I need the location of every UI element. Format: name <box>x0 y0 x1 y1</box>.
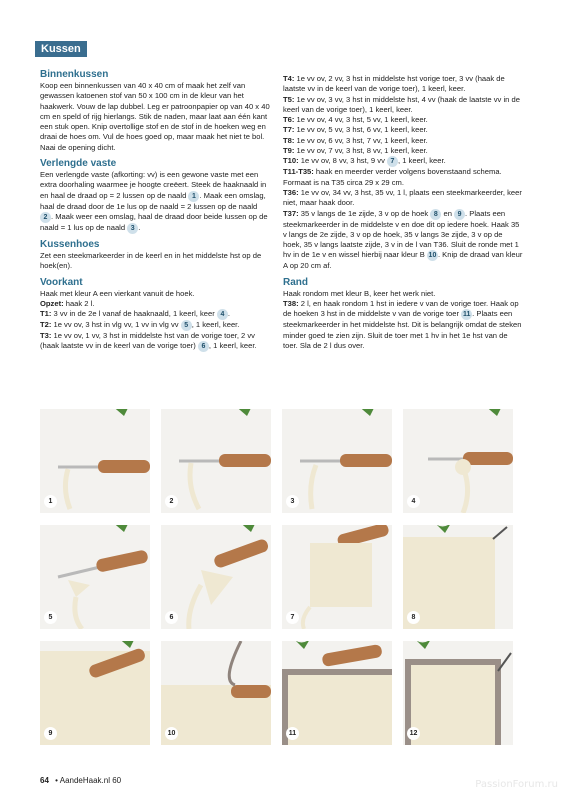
row-label: T4: <box>283 74 295 83</box>
row-text: 1e vv ov, 1 vv, 3 hst in middelste hst van de vorige toer, 2 vv (haak laatste vv in de keerl van de vorige toer) <box>40 331 255 351</box>
step-number: 12 <box>407 727 420 740</box>
row-t1: T1: 3 vv in de 2e l vanaf de haaknaald, 1 keerl, keer 4 . <box>40 309 231 319</box>
row-text: 1e vv ov, 4 vv, 3 hst, 5 vv, 1 keerl, keer. <box>294 115 428 125</box>
section-banner: Kussen <box>35 41 87 57</box>
step-badge: 11 <box>462 311 471 319</box>
step-photo <box>40 641 150 745</box>
step-number: 10 <box>165 727 178 740</box>
heading-rand: Rand <box>283 276 308 288</box>
row-label: T9: <box>283 146 295 156</box>
paragraph-verlengde-vaste: Een verlengde vaste (afkorting: vv) is een gewone vaste met een extra doorhaling waarmee je hoogte creëert. Steek de haaknaald in en haal de draad op = 2 lussen op de naald 1 . Maak een omslag, haal de draad door de 1e lus op de naald = 2 lussen op de naald 2 . Maak weer een omslag, haal de draad door beide lussen op de naald = 1 lus op de naald 3 . <box>40 170 268 232</box>
step-number: 3 <box>286 495 299 508</box>
row-label: T6: <box>283 115 295 125</box>
step-badge: 10 <box>428 252 437 260</box>
row-t38 <box>283 299 523 351</box>
text-segment: Een verlengde vaste (afkorting: vv) is een gewone vaste met een extra doorhaling waarmee je hoogte creëert. Steek de haaknaald in en haal de draad op = 2 lussen op de naald <box>40 170 267 200</box>
row-t11-t35 <box>283 167 523 188</box>
step-photo <box>40 525 150 629</box>
row-t8 <box>283 136 523 146</box>
row-label: T37: <box>283 208 299 218</box>
step-photo <box>403 641 513 745</box>
step-number: 6 <box>165 611 178 624</box>
crochet-hook-photo <box>282 409 392 513</box>
row-opzet <box>40 299 270 309</box>
crochet-square-photo <box>282 641 392 745</box>
row-t6 <box>283 115 523 125</box>
crochet-square-photo <box>403 525 513 629</box>
step-badge: 4 <box>217 309 228 320</box>
row-text: 1e vv ov, 7 vv, 3 hst, 8 vv, 1 keerl, keer. <box>294 146 428 156</box>
row-text: , 1 keerl, keer. <box>398 156 446 166</box>
row-label: T38: <box>283 299 299 309</box>
row-label: T2: <box>40 320 52 330</box>
step-photo <box>282 641 392 745</box>
step-photo <box>282 525 392 629</box>
crochet-hook-photo <box>161 525 271 629</box>
crochet-square-photo <box>403 641 513 745</box>
crochet-square-photo <box>40 641 150 745</box>
row-t4 <box>283 74 523 95</box>
crochet-hook-photo <box>40 525 150 629</box>
crochet-hook-photo <box>403 409 513 513</box>
row-label: T8: <box>283 135 295 145</box>
step-badge: 3 <box>127 223 138 234</box>
paragraph-binnenkussen: Koop een binnenkussen van 40 x 40 cm of maak het zelf van gewassen katoenen stof van 50 x 100 cm in de kleur van het haakwerk. Vouw de lap dubbel. Leg er patroonpapier op van 40 x 40 cm en speld of rijg hierlangs. Stik de naden, maar laat aan één kant een stuk open. Knip overtollige stof en de stof in de hoeken weg en draai de hoes om. Vul de hoes goed op, maar maak het niet te bol. Naai de opening dicht. <box>40 81 270 152</box>
paragraph-voorkant: Haak met kleur A een vierkant vanuit de hoek. <box>40 288 195 298</box>
row-label: T10: <box>283 156 299 166</box>
step-number: 1 <box>44 495 57 508</box>
row-t2 <box>40 320 270 331</box>
right-column <box>283 74 523 351</box>
heading-binnenkussen: Binnenkussen <box>40 69 109 80</box>
text-segment: . Maak een omslag, haal de draad door de 1e lus op de naald = 2 lussen op de naald <box>40 190 266 211</box>
row-label: T3: <box>40 331 52 341</box>
step-badge: 5 <box>181 320 192 331</box>
step-number: 4 <box>407 495 420 508</box>
step-badge: 2 <box>40 212 51 223</box>
row-label: T1: <box>40 309 52 319</box>
heading-voorkant: Voorkant <box>40 276 83 288</box>
step-badge: 7 <box>387 156 398 167</box>
heading-verlengde-vaste: Verlengde vaste <box>40 158 117 170</box>
row-t9 <box>283 146 523 156</box>
row-t3 <box>40 331 270 352</box>
heading-kussenhoes: Kussenhoes <box>40 238 100 250</box>
row-text: 1e vv ov, 5 vv, 3 hst, 6 vv, 1 keerl, keer. <box>294 125 428 135</box>
crochet-hook-photo <box>40 409 150 513</box>
row-text: haak 2 l. <box>63 298 95 308</box>
page-footer <box>40 776 121 785</box>
row-text: en <box>441 208 452 218</box>
row-text: 3 vv in de 2e l vanaf de haaknaald, 1 keerl, keer <box>51 309 215 319</box>
left-column <box>40 64 270 352</box>
paragraph-kussenhoes: Zet een steekmarkeerder in de keerl en in het middelste hst op de hoek(en). <box>40 250 262 271</box>
step-badge: 8 <box>430 209 441 220</box>
row-label: T36: <box>283 187 299 197</box>
step-number: 8 <box>407 611 420 624</box>
row-text: 1e vv ov, 3 vv, 3 hst in middelste hst, 4 vv (haak de laatste vv in de keerl van de vorige toer), 1 keerl, keer. <box>283 94 520 114</box>
step-number: 2 <box>165 495 178 508</box>
paragraph-rand: Haak rondom met kleur B, keer het werk niet. <box>283 288 436 298</box>
row-text: 1e vv ov, 3 hst in vlg vv, 1 vv in vlg vv <box>51 320 179 330</box>
row-text: . Knip de draad van kleur A op 20 cm af. <box>283 250 523 271</box>
row-label: T11-T35: <box>283 167 314 177</box>
row-text: 35 v langs de 1e zijde, 3 v op de hoek <box>298 208 429 218</box>
row-text: 1e vv ov, 8 vv, 3 hst, 9 vv <box>298 156 385 166</box>
row-t7 <box>283 125 523 135</box>
row-text: . Plaats een steekmarkeerder in de middelste v en doe dit op iedere hoek. Haak 35 v langs de 2e zijde, 3 v op de hoek, 35 v langs 3e zijde, 3 v op de hoek, 35 v langs laatste zijde, 3 v in de l van T36. Sluit de ronde met 1 hv in de 1e v en wissel hierbij naar kleur B <box>283 208 520 260</box>
step-photo <box>161 641 271 745</box>
step-photo <box>161 409 271 513</box>
step-photo <box>403 409 513 513</box>
row-t37 <box>283 209 523 272</box>
step-photo <box>403 525 513 629</box>
watermark: PassionForum.ru <box>475 779 558 790</box>
step-number: 7 <box>286 611 299 624</box>
row-t5 <box>283 95 523 116</box>
row-text: 2 l, en haak rondom 1 hst in iedere v van de vorige toer. Haak op de hoeken 3 hst in de middelste v van de vorige toer <box>283 299 519 319</box>
page-number: 64 <box>40 776 49 785</box>
step-photo <box>282 409 392 513</box>
row-label: T7: <box>283 125 295 135</box>
crochet-square-photo <box>161 641 271 745</box>
row-text: , 1 keerl, keer. <box>191 320 240 330</box>
row-t36 <box>283 188 523 209</box>
step-number: 9 <box>44 727 57 740</box>
row-t10 <box>283 156 523 167</box>
step-badge: 9 <box>454 209 465 220</box>
step-photo <box>40 409 150 513</box>
footer-bullet: • <box>55 776 58 785</box>
row-text: 1e vv ov, 6 vv, 3 hst, 7 vv, 1 keerl, keer. <box>294 135 428 145</box>
row-text: 1e vv ov, 2 vv, 3 hst in middelste hst vorige toer, 3 vv (haak de laatste vv in de keerl van de vorige toer), 1 keerl, keer. <box>283 74 505 94</box>
row-text: . Plaats een steekmarkeerder in het middelste hst. Dit is belangrijk omdat de steken minder goed te zien zijn. Sluit de toer met 1 hv in het 1e hst van de toer. Sla de 2 l dus over. <box>283 309 522 350</box>
step-number: 11 <box>286 727 299 740</box>
row-text: , 1 keerl, keer. <box>208 341 257 351</box>
row-label: Opzet: <box>40 298 64 308</box>
step-badge: 1 <box>188 191 199 202</box>
magazine-name: AandeHaak.nl 60 <box>59 776 122 785</box>
step-badge: 6 <box>198 341 209 352</box>
crochet-square-photo <box>282 525 392 629</box>
crochet-hook-photo <box>161 409 271 513</box>
step-number: 5 <box>44 611 57 624</box>
row-text: haak en meerder verder volgens bovenstaand schema. Formaat is na T35 circa 29 x 29 cm. <box>283 167 502 187</box>
row-label: T5: <box>283 94 295 104</box>
text-segment: . Maak weer een omslag, haal de draad door beide lussen op de naald = 1 lus op de naald <box>40 211 268 232</box>
step-photo <box>161 525 271 629</box>
row-text: 1e vv ov, 34 vv, 3 hst, 35 vv, 1 l, plaats een steekmarkeerder, keer niet, maar haak door. <box>283 187 522 208</box>
